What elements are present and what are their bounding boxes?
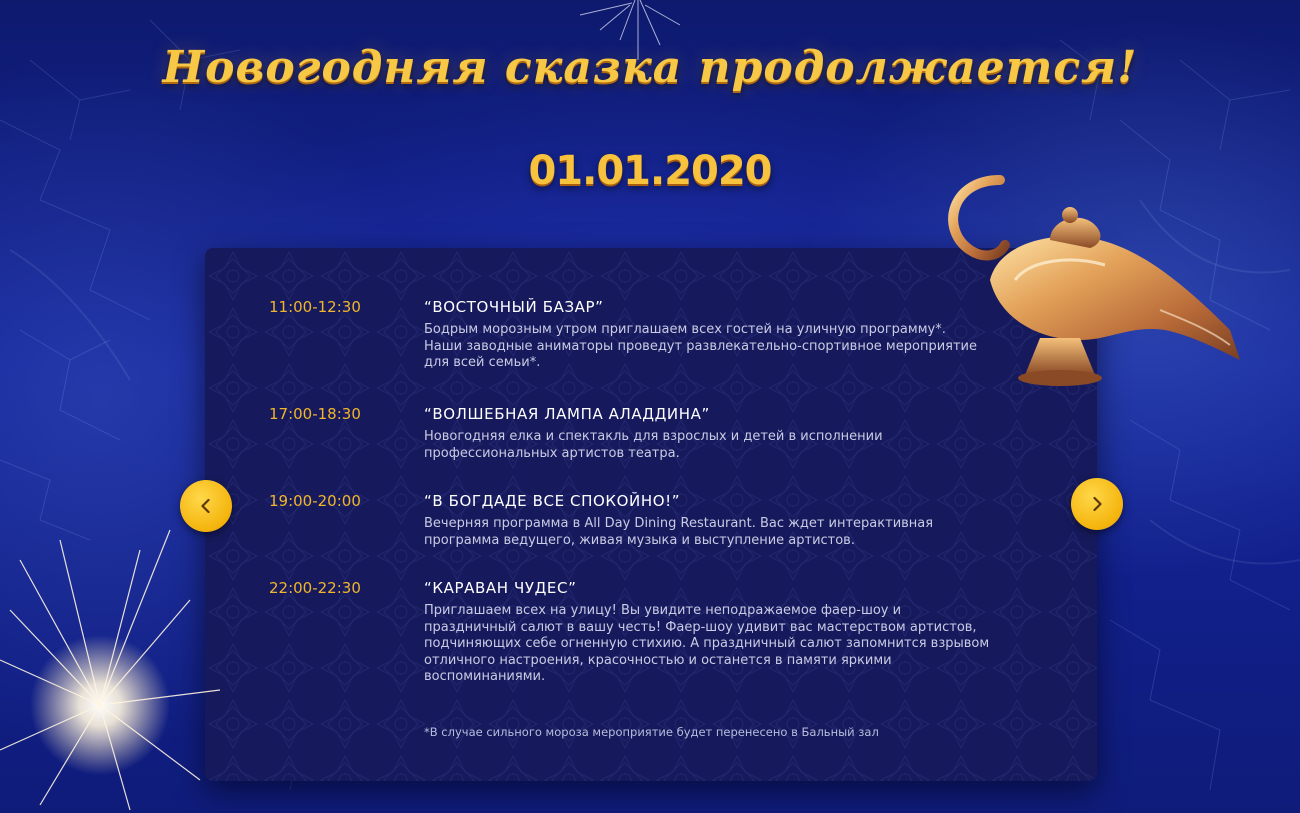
event-description: Приглашаем всех на улицу! Вы увидите неподражаемое фаер-шоу и праздничный салют в вашу честь! Фаер-шоу удивит вас мастерством артистов, подчиняющих себе огненную стихию. А праздничный салют запомнится взрывом отличного настроения, красочностью и останется в памяти яркими воспоминаниями. — [424, 603, 990, 684]
event-date: 01.01.2020 — [528, 148, 772, 194]
next-button[interactable] — [1071, 478, 1123, 530]
event-time: 11:00-12:30 — [269, 298, 361, 316]
chevron-left-icon — [196, 496, 216, 516]
chevron-right-icon — [1087, 494, 1107, 514]
event-time: 19:00-20:00 — [269, 492, 361, 510]
page-title: Новогодняя сказка продолжается! — [162, 42, 1138, 93]
event-time: 17:00-18:30 — [269, 405, 361, 423]
sparkler-image — [0, 520, 230, 813]
footnote: *В случае сильного мороза мероприятие будет перенесено в Бальный зал — [424, 725, 879, 739]
event-description: Новогодняя елка и спектакль для взрослых и детей в исполнении профессиональных артистов театра. — [424, 429, 883, 461]
event-description: Бодрым морозным утром приглашаем всех гостей на уличную программу*. Наши заводные аниматоры проведут развлекательно-спортивное мероприятие для всей семьи*. — [424, 322, 977, 370]
event-time: 22:00-22:30 — [269, 579, 361, 597]
event-title: “КАРАВАН ЧУДЕС” — [424, 579, 577, 597]
event-description: Вечерняя программа в All Day Dining Restaurant. Вас ждет интерактивная программа ведущего, живая музыка и выступление артистов. — [424, 516, 934, 548]
event-title: “ВОЛШЕБНАЯ ЛАМПА АЛАДДИНА” — [424, 405, 710, 423]
event-title: “ВОСТОЧНЫЙ БАЗАР” — [424, 298, 604, 316]
magic-lamp-image — [930, 160, 1250, 400]
event-title: “В БОГДАДЕ ВСЕ СПОКОЙНО!” — [424, 492, 681, 510]
